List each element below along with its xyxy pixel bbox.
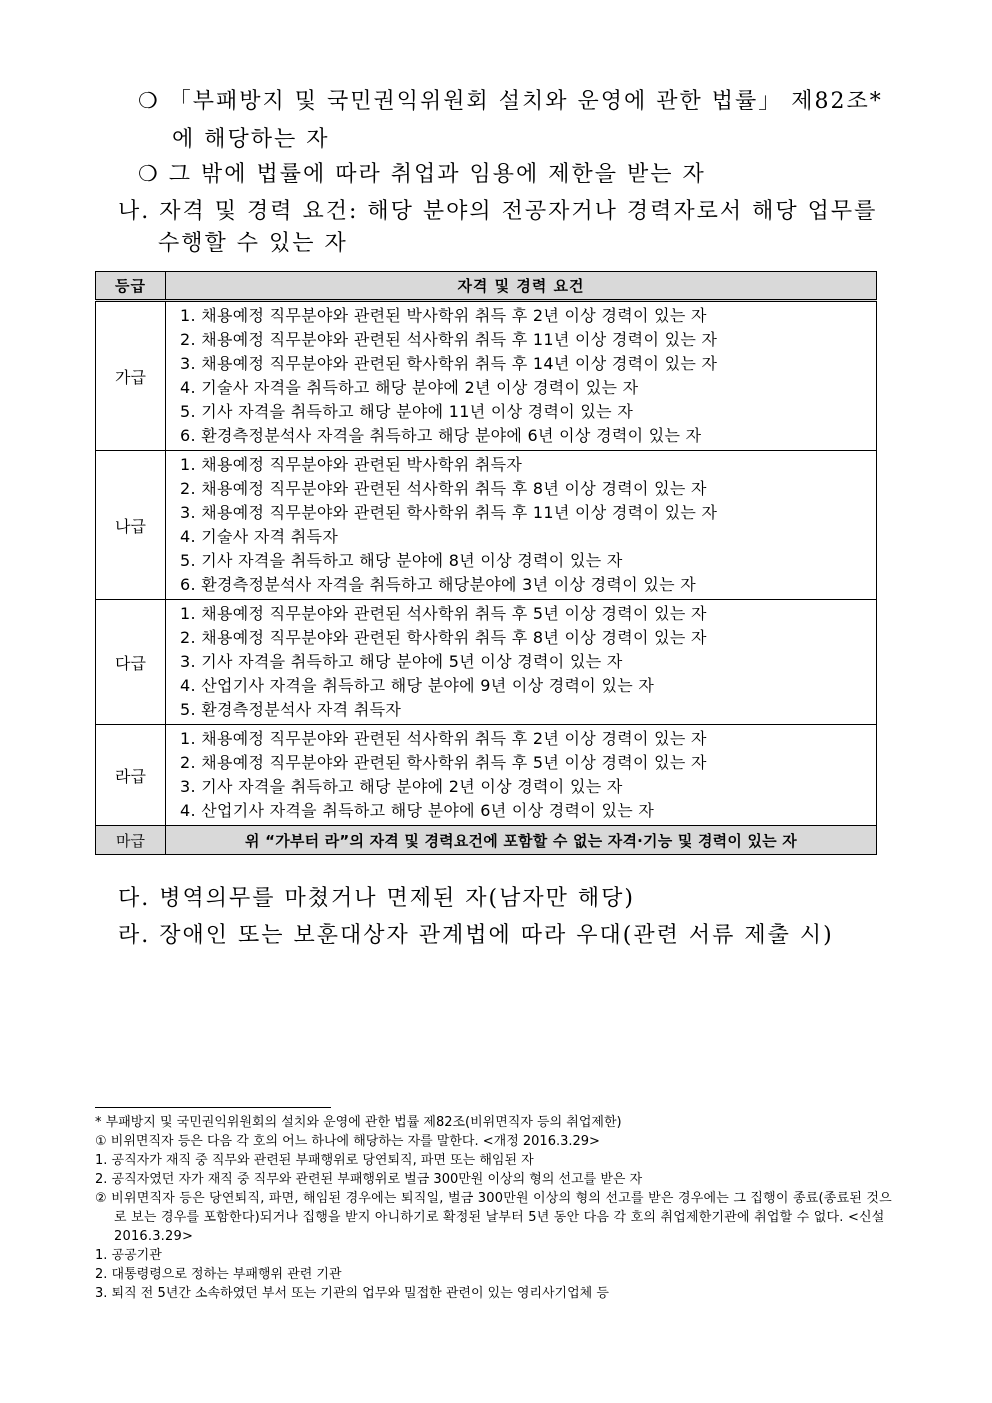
table-row (96, 301, 877, 451)
footnote-line: ② 비위면직자 등은 당연퇴직, 파면, 해임된 경우에는 퇴직일, 벌금 300만원 이상의 형의 선고를 받은 경우에는 그 집행이 종료(종료된 것으로 보는 경우를 포함한다)되거나 집행을 받지 아니하기로 확정된 날부터 5년 동안 다음 각 호의 취업제한기관에 취업할 수 없다. <신설 2016.3.29> (95, 1191, 892, 1244)
requirements-cell (166, 301, 877, 451)
footnotes (95, 1113, 900, 1303)
requirement-item: 2. 채용예정 직무분야와 관련된 석사학위 취득 후 8년 이상 경력이 있는 자 (180, 479, 707, 498)
grade-cell: 마급 (96, 826, 166, 855)
table-header-row (96, 272, 877, 301)
requirement-item: 1. 채용예정 직무분야와 관련된 박사학위 취득 후 2년 이상 경력이 있는 자 (180, 306, 707, 325)
grade-cell: 나급 (96, 451, 166, 600)
requirement-item: 1. 채용예정 직무분야와 관련된 박사학위 취득자 (180, 455, 523, 474)
requirements-cell (166, 600, 877, 725)
bullet-1-line-1: ❍ 「부패방지 및 국민권익위원회 설치와 운영에 관한 법률」 제82조* (138, 89, 883, 114)
requirement-item: 3. 기사 자격을 취득하고 해당 분야에 2년 이상 경력이 있는 자 (180, 777, 623, 796)
section-ra: 라. 장애인 또는 보훈대상자 관계법에 따라 우대(관련 서류 제출 시) (118, 923, 834, 948)
requirements-cell (166, 451, 877, 600)
requirement-item: 4. 기술사 자격 취득자 (180, 527, 339, 546)
requirement-item: 2. 채용예정 직무분야와 관련된 석사학위 취득 후 11년 이상 경력이 있는 자 (180, 330, 718, 349)
requirement-item: 3. 기사 자격을 취득하고 해당 분야에 5년 이상 경력이 있는 자 (180, 652, 623, 671)
grade-cell: 가급 (96, 301, 166, 451)
requirement-item: 2. 채용예정 직무분야와 관련된 학사학위 취득 후 5년 이상 경력이 있는 자 (180, 753, 707, 772)
requirement-item: 1. 채용예정 직무분야와 관련된 석사학위 취득 후 5년 이상 경력이 있는 자 (180, 604, 707, 623)
table-row (96, 600, 877, 725)
requirements-cell (166, 725, 877, 826)
footnote-line: 2. 공직자였던 자가 재직 중 직무와 관련된 부패행위로 벌금 300만원 이상의 형의 선고를 받은 자 (95, 1172, 643, 1187)
requirement-item: 5. 기사 자격을 취득하고 해당 분야에 11년 이상 경력이 있는 자 (180, 402, 634, 421)
header-requirements: 자격 및 경력 요건 (166, 272, 877, 301)
bullet-2: ❍ 그 밖에 법률에 따라 취업과 임용에 제한을 받는 자 (138, 162, 706, 187)
requirement-item: 3. 채용예정 직무분야와 관련된 학사학위 취득 후 14년 이상 경력이 있는 자 (180, 354, 718, 373)
requirement-item: 4. 산업기사 자격을 취득하고 해당 분야에 6년 이상 경력이 있는 자 (180, 801, 655, 820)
table-row (96, 826, 877, 855)
requirements-cell: 위 “가부터 라”의 자격 및 경력요건에 포함할 수 없는 자격·기능 및 경력이 있는 자 (166, 826, 877, 855)
requirement-item: 4. 산업기사 자격을 취득하고 해당 분야에 9년 이상 경력이 있는 자 (180, 676, 655, 695)
grade-cell: 다급 (96, 600, 166, 725)
requirement-item: 5. 기사 자격을 취득하고 해당 분야에 8년 이상 경력이 있는 자 (180, 551, 623, 570)
section-na-line-2: 수행할 수 있는 자 (158, 231, 348, 256)
footnote-divider (95, 1107, 331, 1108)
requirement-item: 3. 채용예정 직무분야와 관련된 학사학위 취득 후 11년 이상 경력이 있는 자 (180, 503, 718, 522)
footnote-line: 1. 공직자가 재직 중 직무와 관련된 부패행위로 당연퇴직, 파면 또는 해임된 자 (95, 1153, 534, 1168)
requirement-item: 6. 환경측정분석사 자격을 취득하고 해당분야에 3년 이상 경력이 있는 자 (180, 575, 696, 594)
table-row (96, 725, 877, 826)
footnote-line: 2. 대통령령으로 정하는 부패행위 관련 기관 (95, 1267, 342, 1282)
section-da: 다. 병역의무를 마쳤거나 면제된 자(남자만 해당) (118, 886, 635, 911)
requirement-item: 4. 기술사 자격을 취득하고 해당 분야에 2년 이상 경력이 있는 자 (180, 378, 639, 397)
requirement-item: 5. 환경측정분석사 자격 취득자 (180, 700, 402, 719)
requirement-item: 2. 채용예정 직무분야와 관련된 학사학위 취득 후 8년 이상 경력이 있는 자 (180, 628, 707, 647)
grade-cell: 라급 (96, 725, 166, 826)
bullet-1-line-2: 에 해당하는 자 (172, 127, 330, 152)
table-row (96, 451, 877, 600)
section-na-line-1: 나. 자격 및 경력 요건: 해당 분야의 전공자거나 경력자로서 해당 업무를 (118, 199, 878, 224)
requirement-item: 6. 환경측정분석사 자격을 취득하고 해당 분야에 6년 이상 경력이 있는 자 (180, 426, 702, 445)
requirements-table (95, 271, 877, 855)
footnote-line: * 부패방지 및 국민권익위원회의 설치와 운영에 관한 법률 제82조(비위면직자 등의 취업제한) (95, 1115, 622, 1130)
header-grade: 등급 (96, 272, 166, 301)
footnote-line: 3. 퇴직 전 5년간 소속하였던 부서 또는 기관의 업무와 밀접한 관련이 있는 영리사기업체 등 (95, 1286, 609, 1301)
requirement-item: 1. 채용예정 직무분야와 관련된 석사학위 취득 후 2년 이상 경력이 있는 자 (180, 729, 707, 748)
footnote-line: ① 비위면직자 등은 다음 각 호의 어느 하나에 해당하는 자를 말한다. <개정 2016.3.29> (95, 1134, 600, 1149)
footnote-line: 1. 공공기관 (95, 1248, 162, 1263)
